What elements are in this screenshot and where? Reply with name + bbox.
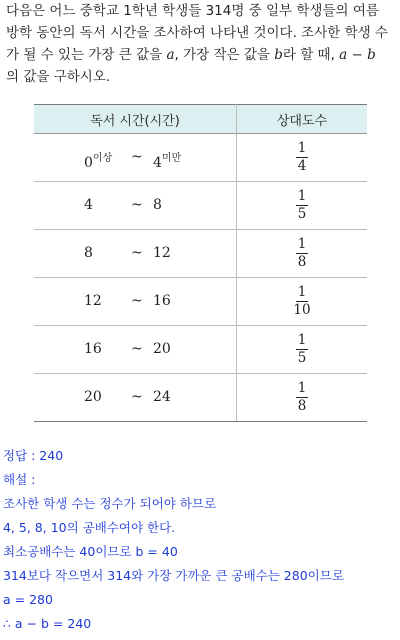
fraction (296, 381, 309, 414)
fraction-numerator: 1 (297, 332, 307, 348)
fraction-denominator: 4 (297, 158, 307, 174)
class-lower-value: 8 (84, 245, 93, 261)
class-upper-value: 8 (153, 197, 162, 213)
relative-frequency-cell (237, 230, 368, 278)
question-line-2: 방학 동안의 독서 시간을 조사하여 나타낸 것이다. 조사한 학생 수 (6, 25, 388, 41)
class-interval-cell (34, 278, 237, 326)
variable-b: b (274, 47, 283, 63)
fraction-denominator: 10 (293, 302, 311, 318)
class-upper (153, 341, 171, 357)
frequency-table (34, 104, 367, 422)
class-interval-cell (34, 134, 237, 182)
solution-line-3: 최소공배수는 40이므로 b = 40 (3, 544, 178, 559)
class-lower (84, 341, 102, 357)
answer-line: 정답 : 240 (3, 448, 64, 463)
tilde: ~ (131, 149, 143, 165)
fraction (296, 189, 309, 222)
expression-a-minus-b: a − b (339, 47, 376, 63)
class-lower-value: 0 (84, 155, 93, 171)
class-lower (84, 293, 102, 309)
tilde: ~ (131, 293, 143, 309)
table-row (34, 326, 367, 374)
header-reading-time: 독서 시간(시간) (34, 105, 237, 134)
question-line-3-part-a: 가 될 수 있는 가장 큰 값을 (6, 47, 167, 63)
class-upper (153, 389, 171, 405)
relative-frequency-cell (237, 134, 368, 182)
sup-lower-label: 이상 (92, 153, 113, 164)
solution-line-5: a = 280 (3, 592, 53, 607)
question-line-4: 의 값을 구하시오. (6, 69, 111, 85)
table-row (34, 230, 367, 278)
question-line-3-part-b: , 가장 작은 값을 (174, 47, 275, 63)
relative-frequency-cell (237, 326, 368, 374)
table-header-row (34, 105, 367, 134)
class-upper-value: 24 (153, 389, 171, 405)
fraction-numerator: 1 (297, 188, 307, 204)
question-line-1: 다음은 어느 중학교 1학년 학생들 314명 중 일부 학생들의 여름 (6, 3, 379, 19)
tilde: ~ (131, 197, 143, 213)
header-relative-frequency: 상대도수 (237, 105, 368, 134)
fraction (296, 333, 309, 366)
table-row (34, 278, 367, 326)
fraction-denominator: 8 (297, 398, 307, 414)
table-row (34, 134, 367, 182)
class-lower (84, 197, 93, 213)
sup-upper-label: 미만 (161, 153, 182, 164)
table-row (34, 182, 367, 230)
class-lower-value: 12 (84, 293, 102, 309)
solution-line-1: 조사한 학생 수는 정수가 되어야 하므로 (3, 496, 217, 511)
class-upper (153, 197, 162, 213)
relative-frequency-cell (237, 374, 368, 422)
solution-line-4: 314보다 작으면서 314와 가장 가까운 큰 공배수는 280이므로 (3, 568, 344, 583)
class-lower-value: 20 (84, 389, 102, 405)
class-lower (84, 245, 93, 261)
question-line-3-part-c: 라 할 때, (282, 47, 340, 63)
table-row (34, 374, 367, 422)
fraction (296, 237, 309, 270)
fraction (291, 285, 312, 318)
solution-line-2: 4, 5, 8, 10의 공배수여야 한다. (3, 520, 176, 535)
class-upper (153, 245, 171, 261)
class-interval-cell (34, 374, 237, 422)
fraction (296, 141, 309, 174)
fraction-denominator: 8 (297, 254, 307, 270)
class-interval-cell (34, 230, 237, 278)
relative-frequency-cell (237, 182, 368, 230)
fraction-numerator: 1 (297, 140, 307, 156)
solution-line-6: ∴ a − b = 240 (3, 616, 92, 631)
class-upper-value: 4 (153, 155, 162, 171)
class-upper (153, 149, 181, 171)
class-upper-value: 20 (153, 341, 171, 357)
class-interval-cell (34, 182, 237, 230)
class-upper-value: 16 (153, 293, 171, 309)
fraction-numerator: 1 (297, 380, 307, 396)
fraction-denominator: 5 (297, 206, 307, 222)
class-interval-cell (34, 326, 237, 374)
explanation-label: 해설 : (3, 472, 36, 487)
fraction-numerator: 1 (297, 236, 307, 252)
fraction-denominator: 5 (297, 350, 307, 366)
tilde: ~ (131, 389, 143, 405)
solution (3, 444, 399, 636)
class-lower-value: 16 (84, 341, 102, 357)
tilde: ~ (131, 245, 143, 261)
fraction-numerator: 1 (297, 284, 307, 300)
relative-frequency-cell (237, 278, 368, 326)
class-lower (84, 149, 112, 171)
tilde: ~ (131, 341, 143, 357)
class-lower (84, 389, 102, 405)
class-upper-value: 12 (153, 245, 171, 261)
variable-a: a (166, 47, 175, 63)
class-lower-value: 4 (84, 197, 93, 213)
table-body (34, 134, 367, 422)
question-line-3 (6, 44, 398, 66)
class-upper (153, 293, 171, 309)
question-text (6, 0, 398, 88)
